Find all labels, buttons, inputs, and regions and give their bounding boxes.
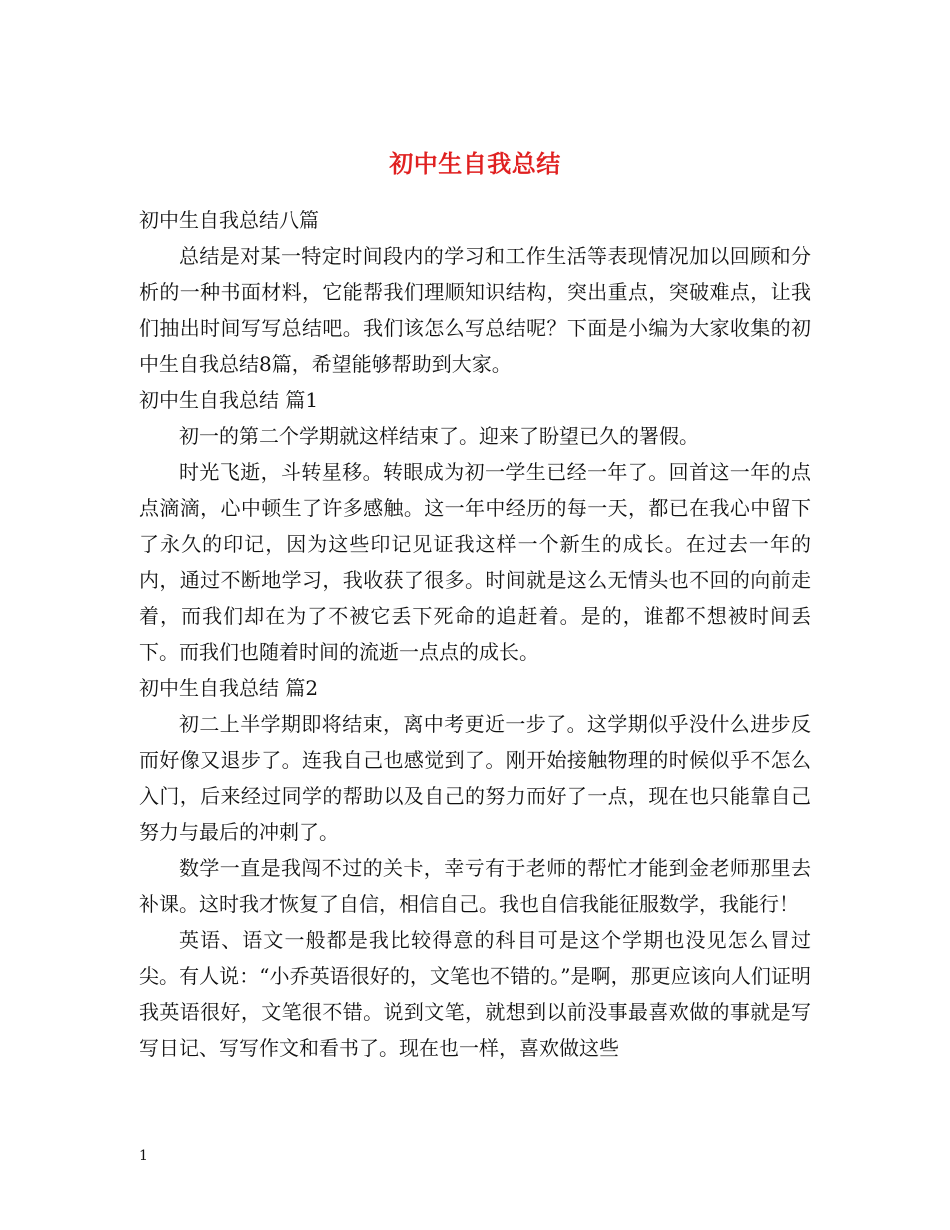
body-paragraph: 英语、语文一般都是我比较得意的科目可是这个学期也没见怎么冒过尖。有人说：“小乔英语很好的，文笔也不错的。”是啊，那更应该向人们证明我英语很好，文笔很不错。说到文笔，就想到以前没事最喜欢做的事就是写写日记、写写作文和看书了。现在也一样，喜欢做这些: [139, 928, 811, 1060]
section-heading: 初中生自我总结 篇2: [139, 676, 319, 700]
section-heading: 初中生自我总结 篇1: [139, 388, 319, 412]
body-paragraph: 时光飞逝，斗转星移。转眼成为初一学生已经一年了。回首这一年的点点滴滴，心中顿生了许多感触。这一年中经历的每一天，都已在我心中留下了永久的印记，因为这些印记见证我这样一个新生的成长。在过去一年的内，通过不断地学习，我收获了很多。时间就是这么无情头也不回的向前走着，而我们却在为了不被它丢下死命的追赶着。是的，谁都不想被时间丢下。而我们也随着时间的流逝一点点的成长。: [139, 460, 811, 664]
document-body: [139, 202, 811, 1066]
document-title: 初中生自我总结: [389, 149, 561, 179]
body-paragraph: 数学一直是我闯不过的关卡，幸亏有于老师的帮忙才能到金老师那里去补课。这时我才恢复了自信，相信自己。我也自信我能征服数学，我能行！: [139, 856, 811, 916]
body-paragraph: 初一的第二个学期就这样结束了。迎来了盼望已久的署假。: [179, 424, 699, 448]
section-heading: 初中生自我总结八篇: [139, 208, 319, 232]
body-paragraph: 总结是对某一特定时间段内的学习和工作生活等表现情况加以回顾和分析的一种书面材料，它能帮我们理顺知识结构，突出重点，突破难点，让我们抽出时间写写总结吧。我们该怎么写总结呢？下面是小编为大家收集的初中生自我总结8篇，希望能够帮助到大家。: [139, 244, 811, 376]
body-paragraph: 初二上半学期即将结束，离中考更近一步了。这学期似乎没什么进步反而好像又退步了。连我自己也感觉到了。刚开始接触物理的时候似乎不怎么入门，后来经过同学的帮助以及自己的努力而好了一点，现在也只能靠自己努力与最后的冲刺了。: [139, 712, 811, 844]
page-number: 1: [139, 1148, 148, 1164]
